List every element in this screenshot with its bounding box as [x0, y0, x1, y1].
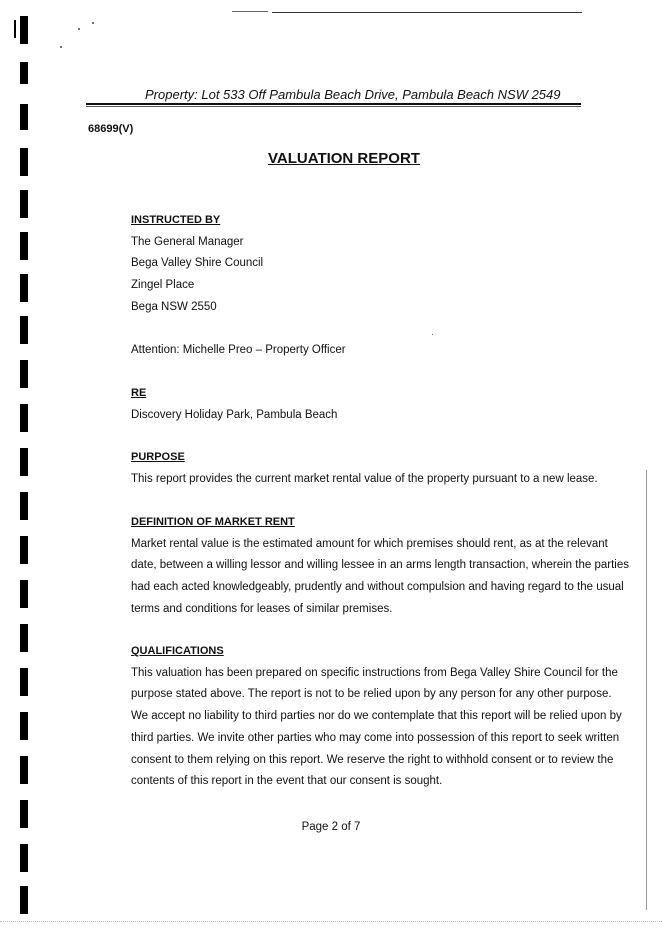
- binder-mark: [20, 148, 28, 176]
- instructed-by-section: [131, 210, 581, 319]
- binder-mark: [20, 756, 28, 784]
- paragraph-line: Market rental value is the estimated amount for which premises should rent, as at the relevant: [131, 537, 608, 550]
- property-header: Property: Lot 533 Off Pambula Beach Drive, Pambula Beach NSW 2549: [145, 87, 561, 102]
- scan-speck: [92, 22, 94, 24]
- paragraph-line: We accept no liability to third parties nor do we contemplate that this report will be relied upon by: [131, 710, 622, 723]
- address-line: The General Manager: [131, 235, 244, 248]
- section-heading: DEFINITION OF MARKET RENT: [131, 516, 295, 528]
- paragraph-line: terms and conditions for leases of similar premises.: [131, 602, 393, 615]
- binder-mark: [20, 492, 28, 520]
- purpose-section: [131, 447, 598, 490]
- binder-mark: [20, 448, 28, 476]
- attention-line: Attention: Michelle Preo – Property Officer: [131, 344, 346, 356]
- binder-mark: [20, 886, 28, 914]
- binder-mark: [20, 274, 28, 302]
- paragraph-line: contents of this report in the event that our consent is sought.: [131, 775, 443, 788]
- binder-mark: [20, 190, 28, 218]
- binder-mark: [20, 404, 28, 432]
- paragraph-line: had each acted knowledgeably, prudently and without compulsion and having regard to the usual: [131, 581, 624, 594]
- scan-speck: [78, 28, 80, 30]
- paragraph-line: consent to them relying on this report. We reserve the right to withhold consent or to review the: [131, 753, 614, 766]
- address-line: Bega NSW 2550: [131, 300, 217, 313]
- scan-bottom-edge: [0, 921, 662, 922]
- binder-mark: [20, 62, 28, 84]
- header-rule-thin: [86, 106, 581, 107]
- binder-mark: [20, 624, 28, 652]
- scan-edge-mark: [14, 20, 16, 38]
- reference-number: 68699(V): [88, 123, 134, 135]
- purpose-text: This report provides the current market rental value of the property pursuant to a new lease.: [131, 472, 598, 485]
- binder-mark: [20, 580, 28, 608]
- binder-mark: [20, 844, 28, 872]
- binder-mark: [20, 16, 28, 44]
- scan-top-line: [272, 12, 582, 13]
- scan-speck: [432, 334, 433, 335]
- definition-section: [131, 512, 629, 621]
- re-section: [131, 383, 581, 426]
- binder-mark: [20, 712, 28, 740]
- section-heading: PURPOSE: [131, 451, 185, 463]
- binder-hole-marks: [20, 0, 32, 936]
- binder-mark: [20, 232, 28, 260]
- page-title: VALUATION REPORT: [268, 150, 420, 167]
- header-rule: [86, 103, 581, 105]
- address-line: Zingel Place: [131, 279, 195, 292]
- scan-top-line: [232, 11, 268, 12]
- paragraph-line: third parties. We invite other parties who may come into possession of this report to seek written: [131, 731, 620, 744]
- scan-speck: [60, 46, 62, 48]
- paragraph-line: This valuation has been prepared on specific instructions from Bega Valley Shire Council for the: [131, 666, 618, 679]
- scan-right-edge: [646, 470, 647, 910]
- paragraph-line: date, between a willing lessor and willing lessee in an arms length transaction, wherein the parties: [131, 559, 629, 572]
- binder-mark: [20, 316, 28, 344]
- page-number: Page 2 of 7: [301, 821, 361, 833]
- qualifications-section: [131, 641, 622, 793]
- binder-mark: [20, 536, 28, 564]
- section-heading: QUALIFICATIONS: [131, 645, 224, 657]
- section-heading: INSTRUCTED BY: [131, 214, 221, 226]
- paragraph-line: purpose stated above. The report is not to be relied upon by any person for any other purpose.: [131, 688, 612, 701]
- binder-mark: [20, 104, 28, 130]
- binder-mark: [20, 668, 28, 696]
- re-text: Discovery Holiday Park, Pambula Beach: [131, 408, 338, 421]
- address-line: Bega Valley Shire Council: [131, 257, 264, 270]
- section-heading: RE: [131, 387, 147, 399]
- binder-mark: [20, 360, 28, 388]
